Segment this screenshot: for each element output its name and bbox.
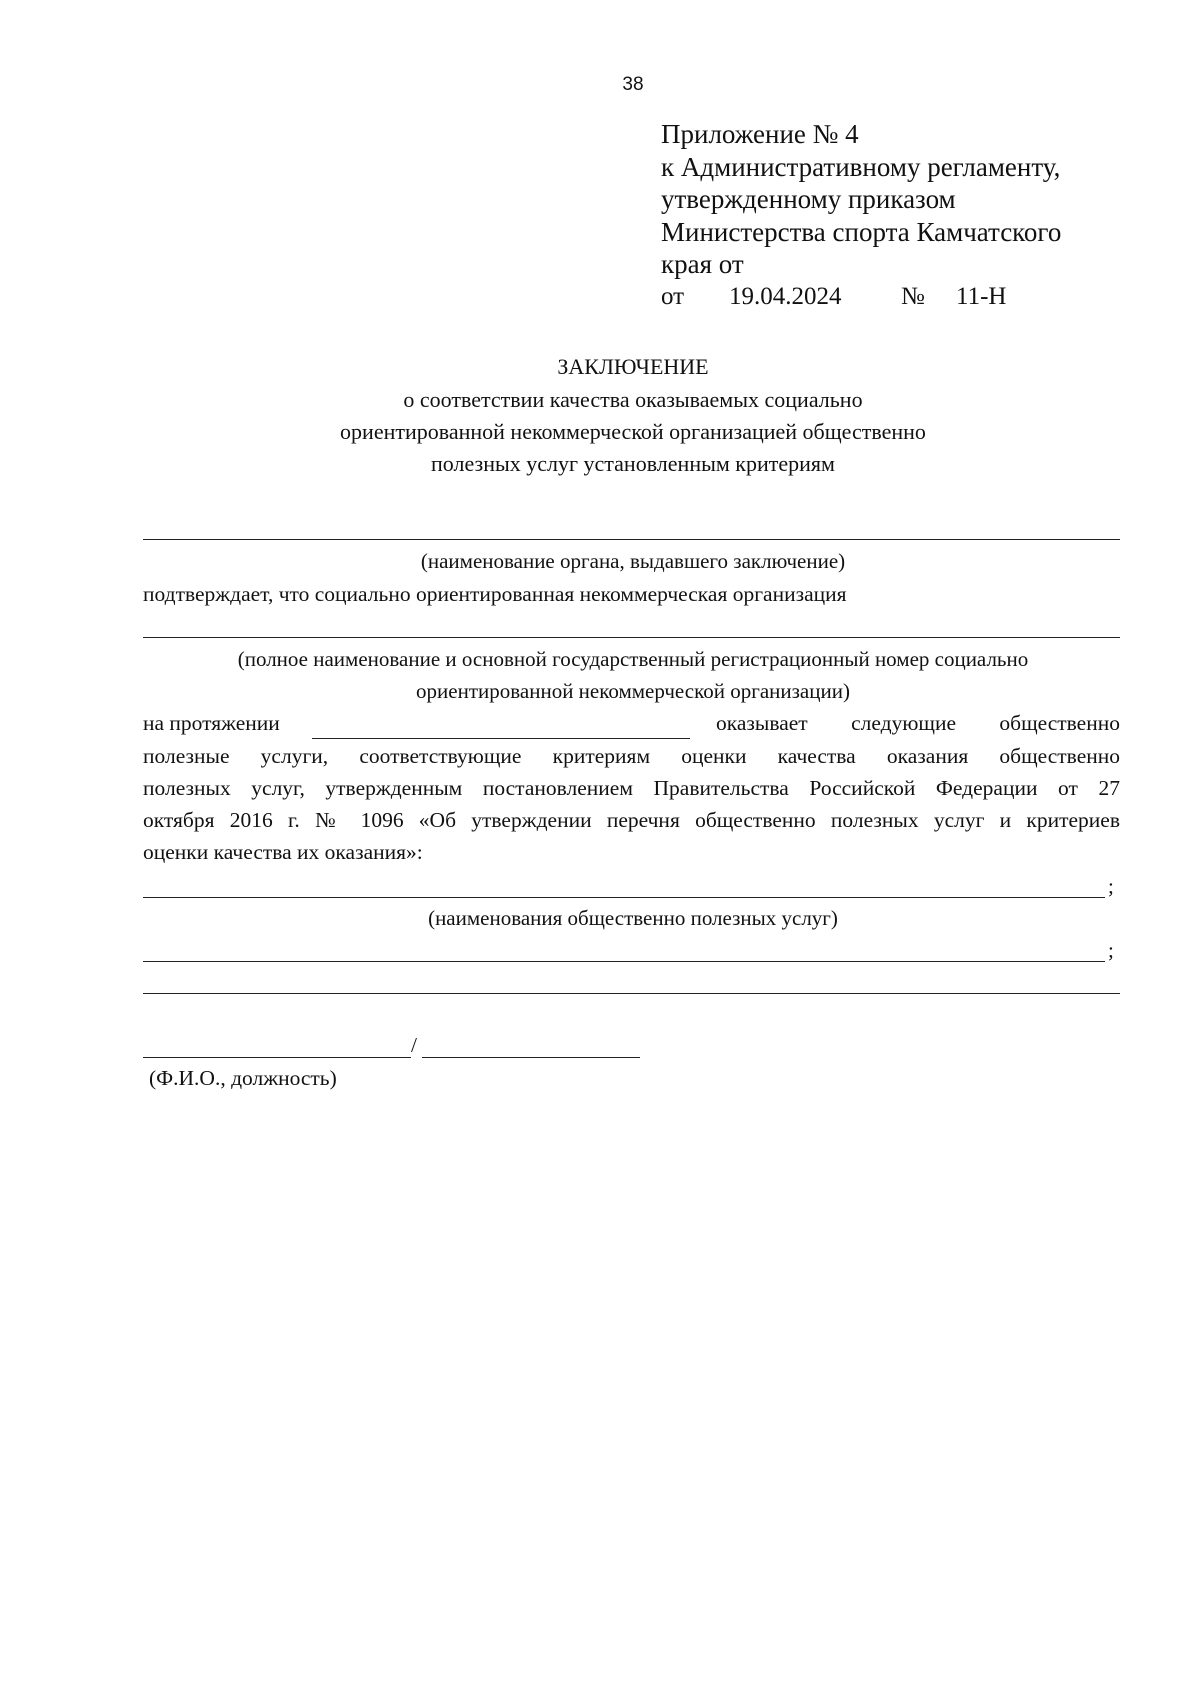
appendix-header xyxy=(661,118,1061,281)
order-date: 19.04.2024 xyxy=(729,283,842,310)
appendix-line: края от xyxy=(661,249,744,279)
issuer-blank-line xyxy=(143,539,1120,540)
service-blank-line xyxy=(143,961,1105,962)
period-blank-line xyxy=(312,738,690,739)
subtitle-line: полезных услуг установленным критериям xyxy=(431,451,835,476)
org-caption-line: ориентированной некоммерческой организации) xyxy=(416,679,850,703)
period-label: на протяжении xyxy=(143,711,280,735)
period-rest: оказывает следующие общественно xyxy=(716,711,1120,735)
appendix-line: к Административному регламенту, xyxy=(661,151,1061,182)
appendix-line: Приложение № 4 xyxy=(661,119,859,149)
extra-blank-line xyxy=(143,993,1120,994)
subtitle-line: о соответствии качества оказываемых социально xyxy=(403,387,863,412)
signature-caption: (Ф.И.О., должность) xyxy=(149,1066,337,1090)
signature-line xyxy=(422,1057,640,1058)
body-line: полезных услуг, утвержденным постановлением Правительства Российской Федерации от 27 xyxy=(143,776,1120,800)
page-number: 38 xyxy=(622,74,644,95)
order-number-sign: № xyxy=(901,283,925,310)
confirms-text: подтверждает, что социально ориентированная некоммерческая организация xyxy=(143,582,847,606)
service-blank-line xyxy=(143,897,1105,898)
body-line-last: оценки качества их оказания»: xyxy=(143,840,423,864)
appendix-line: утвержденному приказом xyxy=(661,184,956,214)
services-caption: (наименования общественно полезных услуг) xyxy=(428,906,838,930)
body-line: полезные услуги, соответствующие критериям оценки качества оказания общественно xyxy=(143,744,1120,768)
subtitle-line: ориентированной некоммерческой организацией общественно xyxy=(340,419,926,444)
signature-separator: / xyxy=(411,1033,417,1057)
semicolon: ; xyxy=(1108,874,1114,898)
issuer-caption: (наименование органа, выдавшего заключение) xyxy=(420,549,846,573)
semicolon: ; xyxy=(1108,938,1114,962)
order-number: 11-Н xyxy=(956,283,1007,310)
org-caption-line: (полное наименование и основной государственный регистрационный номер социально xyxy=(237,647,1029,671)
appendix-line: Министерства спорта Камчатского xyxy=(661,216,1062,247)
document-title: ЗАКЛЮЧЕНИЕ xyxy=(557,354,709,379)
order-prefix: от xyxy=(661,283,685,310)
organization-blank-line xyxy=(143,637,1120,638)
signature-name-line xyxy=(143,1057,411,1058)
body-line: октября 2016 г. № 1096 «Об утверждении перечня общественно полезных услуг и критериев xyxy=(143,808,1120,832)
